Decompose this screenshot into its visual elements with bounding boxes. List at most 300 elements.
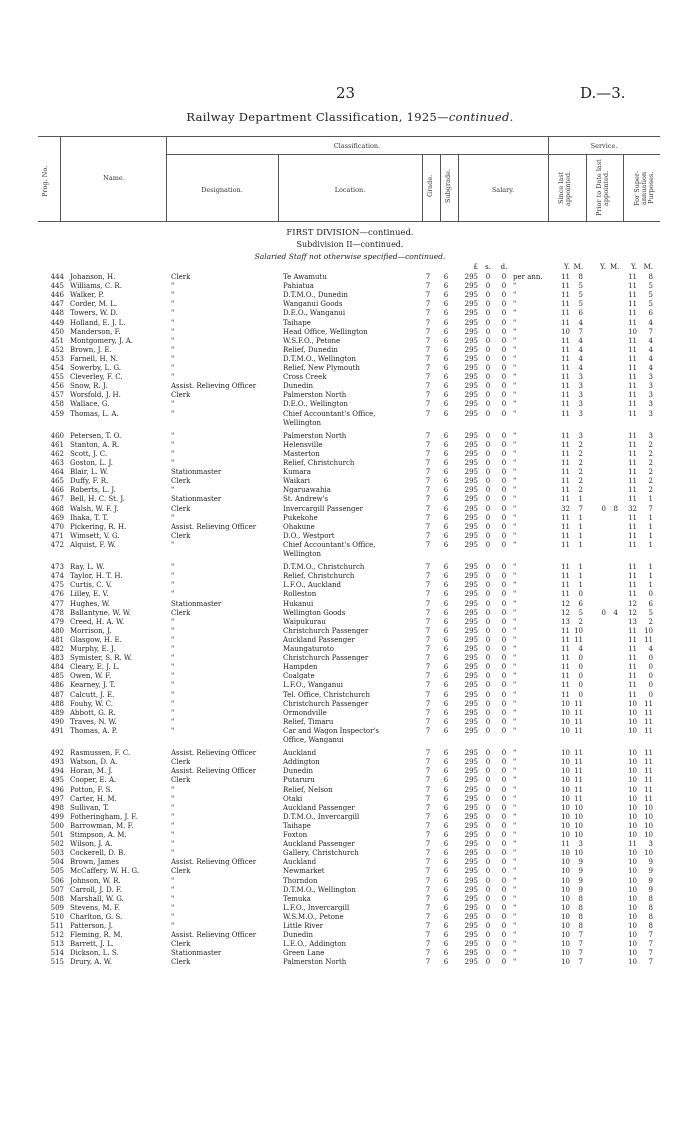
cell-salary-pounds: 295 <box>464 373 478 382</box>
cell-location: Ormondville <box>283 708 327 717</box>
cell-super-years: 10 <box>628 708 637 717</box>
cell-salary-pounds: 295 <box>464 495 478 504</box>
cell-salary-pence: 0 <box>501 273 507 281</box>
cell-prog-no: 505 <box>50 867 64 876</box>
cell-salary-pounds: 295 <box>464 364 478 372</box>
cell-since-months: 5 <box>578 608 583 617</box>
cell-designation: " <box>171 708 175 717</box>
cell-salary-period: " <box>513 309 517 318</box>
cell-name: Walsh, W. F. J. <box>70 504 119 513</box>
cell-designation: Clerk <box>171 273 191 281</box>
cell-salary-pence: 0 <box>501 477 507 486</box>
table-row <box>0 886 700 895</box>
cell-since-months: 3 <box>578 382 583 391</box>
cell-grade: 7 <box>425 840 431 849</box>
cell-name: Walker, P. <box>70 291 104 300</box>
cell-grade: 7 <box>425 922 431 930</box>
cell-salary-pounds: 295 <box>464 504 478 513</box>
cell-designation: Clerk <box>171 958 191 967</box>
cell-since-years: 10 <box>561 726 570 735</box>
cell-salary-period: " <box>513 645 517 653</box>
cell-salary-pounds: 295 <box>464 449 478 458</box>
cell-since-months: 7 <box>578 949 583 958</box>
cell-since-months: 4 <box>578 345 583 354</box>
cell-since-years: 10 <box>561 749 570 758</box>
header-salary: Salary. <box>491 186 515 194</box>
cell-grade: 7 <box>425 581 431 590</box>
cell-super-years: 11 <box>628 309 637 318</box>
page-number: 23 <box>336 84 356 102</box>
table-row <box>0 541 700 550</box>
cell-salary-pounds: 295 <box>464 477 478 486</box>
cell-grade: 7 <box>425 504 431 513</box>
cell-subgrade: 6 <box>443 699 449 708</box>
cell-salary-shillings: 0 <box>485 654 491 663</box>
cell-designation: " <box>171 681 175 690</box>
cell-salary-pounds: 295 <box>464 803 478 812</box>
cell-salary-pence: 0 <box>501 699 507 708</box>
cell-location: Putaruru <box>283 776 315 785</box>
cell-salary-period: " <box>513 513 517 522</box>
cell-grade: 7 <box>425 758 431 767</box>
cell-since-years: 10 <box>561 812 570 821</box>
cell-since-months: 1 <box>578 572 583 581</box>
cell-since-years: 10 <box>561 717 570 726</box>
cell-salary-shillings: 0 <box>485 449 491 458</box>
cell-super-months: 4 <box>648 336 653 345</box>
cell-designation: " <box>171 726 175 735</box>
cell-salary-period: " <box>513 617 517 626</box>
cell-salary-shillings: 0 <box>485 468 491 477</box>
cell-salary-pounds: 295 <box>464 794 478 803</box>
cell-salary-period: " <box>513 867 517 876</box>
table-row <box>0 273 700 282</box>
table-row <box>0 877 700 886</box>
cell-salary-pence: 0 <box>501 672 507 681</box>
cell-grade: 7 <box>425 522 431 531</box>
cell-since-months: 9 <box>578 885 583 894</box>
table-row <box>0 709 700 718</box>
cell-salary-period: " <box>513 282 517 291</box>
cell-grade: 7 <box>425 831 431 839</box>
cell-prog-no: 514 <box>50 949 64 958</box>
cell-salary-shillings: 0 <box>485 767 491 776</box>
cell-grade: 7 <box>425 681 431 690</box>
cell-name: Potton, F. S. <box>70 785 113 794</box>
cell-since-months: 5 <box>578 282 583 291</box>
cell-grade: 7 <box>425 940 431 949</box>
cell-subgrade: 6 <box>443 708 449 717</box>
cell-salary-shillings: 0 <box>485 717 491 726</box>
table-row <box>0 572 700 581</box>
unit-m1: M. <box>573 263 583 271</box>
cell-salary-pounds: 295 <box>464 282 478 291</box>
cell-name: Sowerby, L. G. <box>70 364 122 372</box>
cell-salary-period: " <box>513 626 517 635</box>
cell-subgrade: 6 <box>443 486 449 495</box>
cell-prog-no: 462 <box>50 449 64 458</box>
cell-salary-period: " <box>513 681 517 690</box>
cell-location: W.S.M.O., Petone <box>283 912 344 921</box>
cell-super-years: 11 <box>628 572 637 581</box>
cell-salary-pence: 0 <box>501 391 507 400</box>
cell-since-months: 3 <box>578 409 583 418</box>
cell-location: Addington <box>283 758 320 767</box>
cell-subgrade: 6 <box>443 681 449 690</box>
cell-salary-period: " <box>513 903 517 912</box>
cell-grade: 7 <box>425 699 431 708</box>
cell-salary-pence: 0 <box>501 431 507 440</box>
cell-super-years: 11 <box>628 291 637 300</box>
cell-since-years: 10 <box>561 949 570 958</box>
table-row <box>0 804 700 813</box>
cell-salary-pence: 0 <box>501 867 507 876</box>
cell-location: Otaki <box>283 794 303 803</box>
cell-prog-no: 461 <box>50 440 64 449</box>
cell-designation: Stationmaster <box>171 495 222 504</box>
cell-name: Stimpson, A. M. <box>70 831 127 839</box>
cell-salary-pounds: 295 <box>464 812 478 821</box>
cell-salary-pence: 0 <box>501 309 507 318</box>
cell-salary-pounds: 295 <box>464 785 478 794</box>
cell-name: Carter, H. M. <box>70 794 117 803</box>
cell-since-years: 10 <box>561 867 570 876</box>
cell-grade: 7 <box>425 495 431 504</box>
cell-designation: " <box>171 572 175 581</box>
cell-super-years: 12 <box>628 608 637 617</box>
cell-subgrade: 6 <box>443 858 449 867</box>
cell-prog-no: 485 <box>50 672 64 681</box>
cell-super-months: 10 <box>644 849 653 858</box>
cell-location: Auckland Passenger <box>283 635 355 644</box>
cell-grade: 7 <box>425 309 431 318</box>
cell-location: Palmerston North <box>283 391 347 400</box>
cell-location: Ngaruawahia <box>283 486 331 495</box>
cell-salary-period: " <box>513 608 517 617</box>
cell-since-years: 10 <box>561 758 570 767</box>
cell-grade: 7 <box>425 590 431 599</box>
cell-super-months: 2 <box>648 617 653 626</box>
unit-m3: M. <box>643 263 653 271</box>
cell-subgrade: 6 <box>443 717 449 726</box>
cell-name: Wimsett, V. G. <box>70 531 120 540</box>
cell-salary-period: " <box>513 767 517 776</box>
cell-salary-pounds: 295 <box>464 327 478 336</box>
cell-prog-no: 507 <box>50 885 64 894</box>
cell-super-years: 10 <box>628 803 637 812</box>
cell-prog-no: 451 <box>50 336 64 345</box>
cell-salary-pounds: 295 <box>464 831 478 839</box>
cell-salary-pence: 0 <box>501 876 507 885</box>
cell-salary-period: " <box>513 840 517 849</box>
cell-prog-no: 504 <box>50 858 64 867</box>
cell-location: Foxton <box>283 831 308 839</box>
cell-subgrade: 6 <box>443 608 449 617</box>
cell-name: Blair, L. W. <box>70 468 109 477</box>
cell-name: Brown, J. E. <box>70 345 112 354</box>
cell-super-years: 10 <box>628 767 637 776</box>
cell-location: L.F.O., Invercargill <box>283 903 350 912</box>
table-row <box>0 691 700 700</box>
cell-super-months: 1 <box>648 572 653 581</box>
cell-salary-period: " <box>513 803 517 812</box>
cell-salary-period: " <box>513 776 517 785</box>
cell-since-months: 11 <box>574 699 583 708</box>
cell-designation: " <box>171 785 175 794</box>
cell-location: Waipukurau <box>283 617 326 626</box>
cell-location: L.F.O., Wanganui <box>283 681 344 690</box>
cell-subgrade: 6 <box>443 654 449 663</box>
cell-salary-pounds: 295 <box>464 590 478 599</box>
cell-location: Kumara <box>283 468 311 477</box>
cell-prog-no: 479 <box>50 617 64 626</box>
cell-salary-pence: 0 <box>501 282 507 291</box>
table-row <box>0 840 700 849</box>
cell-grade: 7 <box>425 513 431 522</box>
cell-super-months: 9 <box>648 885 653 894</box>
header-classification: Classification. <box>333 142 381 150</box>
cell-super-months: 7 <box>648 949 653 958</box>
cell-grade: 7 <box>425 409 431 418</box>
cell-salary-period: " <box>513 663 517 672</box>
cell-name: Goston, L. J. <box>70 459 113 467</box>
cell-prog-no: 515 <box>50 958 64 967</box>
cell-designation: " <box>171 373 175 382</box>
cell-salary-pence: 0 <box>501 717 507 726</box>
unit-m2: M. <box>610 263 620 271</box>
cell-prog-no: 459 <box>50 409 64 418</box>
cell-designation: " <box>171 318 175 327</box>
cell-salary-shillings: 0 <box>485 495 491 504</box>
cell-salary-shillings: 0 <box>485 812 491 821</box>
cell-super-years: 11 <box>628 645 637 653</box>
cell-salary-pounds: 295 <box>464 540 478 549</box>
cell-prog-no: 448 <box>50 309 64 318</box>
cell-grade: 7 <box>425 672 431 681</box>
cell-grade: 7 <box>425 812 431 821</box>
table-row <box>0 645 700 654</box>
cell-super-months: 4 <box>648 354 653 363</box>
cell-name: Barrett, J. L. <box>70 940 114 949</box>
cell-location: Taihape <box>283 318 311 327</box>
cell-since-months: 0 <box>578 672 583 681</box>
cell-salary-period: " <box>513 345 517 354</box>
cell-super-months: 10 <box>644 626 653 635</box>
cell-super-months: 3 <box>648 391 653 400</box>
cell-location: Dunedin <box>283 382 313 391</box>
cell-salary-period: " <box>513 922 517 930</box>
cell-subgrade: 6 <box>443 373 449 382</box>
cell-prog-no: 496 <box>50 785 64 794</box>
cell-grade: 7 <box>425 858 431 867</box>
cell-super-months: 9 <box>648 876 653 885</box>
cell-salary-pence: 0 <box>501 608 507 617</box>
cell-name: Scott, J. C. <box>70 449 108 458</box>
cell-salary-period: " <box>513 486 517 495</box>
cell-salary-shillings: 0 <box>485 726 491 735</box>
cell-since-years: 11 <box>561 382 570 391</box>
cell-subgrade: 6 <box>443 931 449 940</box>
cell-grade: 7 <box>425 608 431 617</box>
cell-salary-pounds: 295 <box>464 391 478 400</box>
cell-prior-years: 0 <box>601 504 606 513</box>
cell-grade: 7 <box>425 336 431 345</box>
cell-since-years: 11 <box>561 495 570 504</box>
cell-salary-shillings: 0 <box>485 690 491 699</box>
cell-since-months: 11 <box>574 758 583 767</box>
cell-super-years: 11 <box>628 513 637 522</box>
cell-super-years: 11 <box>628 318 637 327</box>
cell-location: Christchurch Passenger <box>283 626 369 635</box>
cell-subgrade: 6 <box>443 749 449 758</box>
table-row <box>0 758 700 767</box>
cell-salary-shillings: 0 <box>485 373 491 382</box>
cell-subgrade: 6 <box>443 626 449 635</box>
cell-salary-period: " <box>513 726 517 735</box>
cell-designation: Stationmaster <box>171 468 222 477</box>
table-row <box>0 858 700 867</box>
cell-subgrade: 6 <box>443 663 449 672</box>
cell-since-years: 11 <box>561 300 570 309</box>
cell-salary-period: " <box>513 495 517 504</box>
cell-salary-pounds: 295 <box>464 663 478 672</box>
cell-salary-shillings: 0 <box>485 894 491 903</box>
cell-subgrade: 6 <box>443 726 449 735</box>
cell-subgrade: 6 <box>443 345 449 354</box>
cell-since-years: 11 <box>561 690 570 699</box>
cell-since-months: 10 <box>574 803 583 812</box>
cell-designation: Assist. Relieving Officer <box>171 858 257 867</box>
cell-since-years: 11 <box>561 440 570 449</box>
cell-grade: 7 <box>425 354 431 363</box>
table-row <box>0 949 700 958</box>
cell-since-months: 1 <box>578 522 583 531</box>
cell-prog-no: 501 <box>50 831 64 839</box>
cell-salary-period: " <box>513 940 517 949</box>
cell-name: Traves, N. W. <box>70 717 117 726</box>
cell-since-months: 11 <box>574 776 583 785</box>
cell-name: Drury, A. W. <box>70 958 112 967</box>
cell-location: Pukekohe <box>283 513 318 522</box>
cell-prog-no: 480 <box>50 626 64 635</box>
table-row <box>0 958 700 967</box>
cell-prog-no: 468 <box>50 504 64 513</box>
cell-super-years: 10 <box>628 867 637 876</box>
cell-salary-shillings: 0 <box>485 608 491 617</box>
cell-subgrade: 6 <box>443 449 449 458</box>
table-row <box>0 618 700 627</box>
cell-grade: 7 <box>425 726 431 735</box>
cell-since-years: 11 <box>561 309 570 318</box>
cell-since-months: 0 <box>578 663 583 672</box>
cell-prog-no: 510 <box>50 912 64 921</box>
cell-super-years: 11 <box>628 477 637 486</box>
cell-location: Gallery, Christchurch <box>283 849 359 858</box>
cell-designation: " <box>171 486 175 495</box>
cell-super-months: 9 <box>648 867 653 876</box>
cell-super-months: 11 <box>644 708 653 717</box>
cell-salary-pence: 0 <box>501 940 507 949</box>
cell-grade: 7 <box>425 903 431 912</box>
header-name: Name. <box>103 174 125 182</box>
cell-subgrade: 6 <box>443 617 449 626</box>
table-row <box>0 636 700 645</box>
cell-salary-pence: 0 <box>501 382 507 391</box>
cell-since-months: 8 <box>578 922 583 930</box>
cell-salary-shillings: 0 <box>485 345 491 354</box>
table-row <box>0 831 700 840</box>
cell-designation: " <box>171 354 175 363</box>
cell-salary-pence: 0 <box>501 931 507 940</box>
cell-salary-pounds: 295 <box>464 776 478 785</box>
cell-designation: " <box>171 663 175 672</box>
cell-salary-period: " <box>513 364 517 372</box>
cell-super-years: 11 <box>628 672 637 681</box>
cell-salary-pounds: 295 <box>464 849 478 858</box>
cell-since-years: 10 <box>561 894 570 903</box>
cell-super-months: 11 <box>644 749 653 758</box>
cell-grade: 7 <box>425 821 431 830</box>
cell-super-years: 32 <box>628 504 637 513</box>
unit-y1: Y. <box>564 263 570 271</box>
cell-subgrade: 6 <box>443 767 449 776</box>
cell-location: Chief Accountant's Office, <box>283 409 376 418</box>
cell-location: Christchurch Passenger <box>283 699 369 708</box>
cell-name: Montgomery, J. A. <box>70 336 133 345</box>
cell-salary-shillings: 0 <box>485 903 491 912</box>
cell-salary-shillings: 0 <box>485 409 491 418</box>
cell-salary-period: " <box>513 885 517 894</box>
cell-since-years: 11 <box>561 336 570 345</box>
cell-subgrade: 6 <box>443 840 449 849</box>
table-row <box>0 590 700 599</box>
cell-subgrade: 6 <box>443 672 449 681</box>
cell-designation: " <box>171 672 175 681</box>
cell-super-years: 10 <box>628 958 637 967</box>
table-row <box>0 346 700 355</box>
cell-since-years: 11 <box>561 581 570 590</box>
cell-location: Newmarket <box>283 867 325 876</box>
cell-name: Williams, C. R. <box>70 282 122 291</box>
cell-since-months: 4 <box>578 645 583 653</box>
cell-since-years: 10 <box>561 821 570 830</box>
table-row <box>0 319 700 328</box>
cell-grade: 7 <box>425 749 431 758</box>
cell-prog-no: 450 <box>50 327 64 336</box>
cell-since-years: 11 <box>561 540 570 549</box>
cell-salary-pence: 0 <box>501 726 507 735</box>
cell-salary-pence: 0 <box>501 654 507 663</box>
cell-salary-pence: 0 <box>501 572 507 581</box>
cell-prog-no: 477 <box>50 599 64 608</box>
cell-name: Sullivan, T. <box>70 803 109 812</box>
cell-location: Green Lane <box>283 949 325 958</box>
cell-salary-pounds: 295 <box>464 300 478 309</box>
cell-since-years: 11 <box>561 354 570 363</box>
cell-super-months: 1 <box>648 531 653 540</box>
cell-name: Wallace, G. <box>70 400 110 409</box>
cell-super-months: 5 <box>648 291 653 300</box>
cell-salary-period: per ann. <box>513 273 543 281</box>
table-row <box>0 931 700 940</box>
cell-name: Charlton, G. S. <box>70 912 123 921</box>
cell-designation: " <box>171 617 175 626</box>
cell-salary-pence: 0 <box>501 708 507 717</box>
table-row <box>0 505 700 514</box>
cell-salary-pounds: 295 <box>464 922 478 930</box>
cell-since-months: 8 <box>578 273 583 281</box>
staff-heading: Salaried Staff not otherwise specified—continued. <box>254 252 446 261</box>
